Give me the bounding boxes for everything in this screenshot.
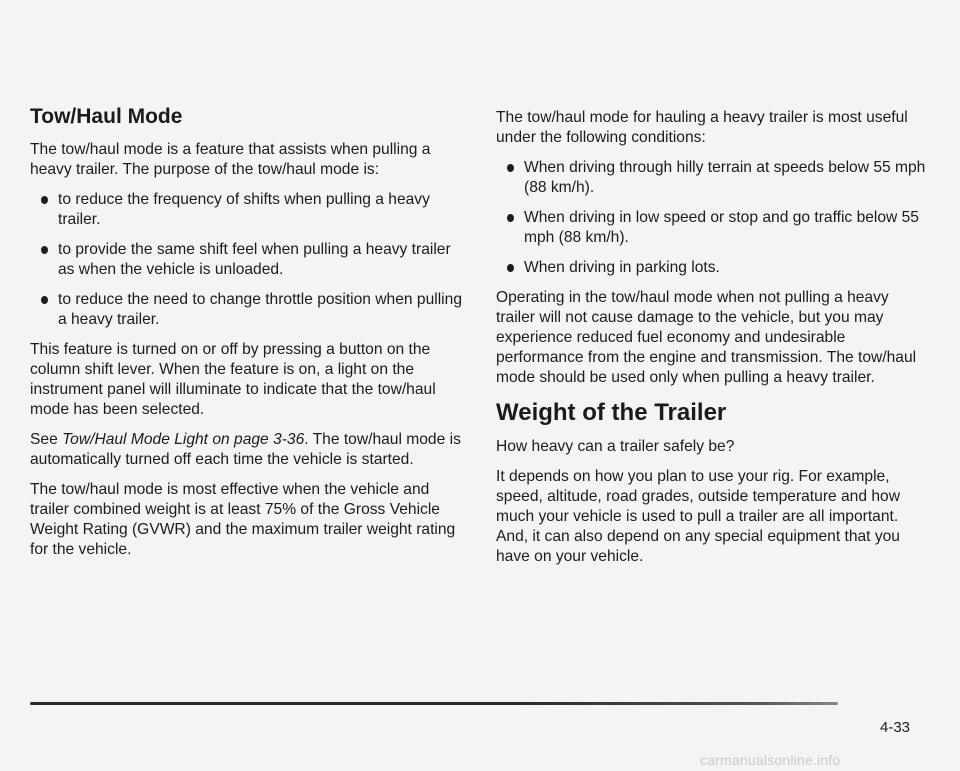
bullet-icon [507,164,514,172]
question-paragraph: How heavy can a trailer safely be? [496,438,735,455]
bullet-icon [41,246,48,254]
bullet-icon [507,214,514,222]
page-number: 4-33 [880,719,911,736]
list-item: When driving through hilly terrain at speeds below 55 mph (88 km/h). [496,158,930,198]
tow-haul-purpose-list [30,190,466,330]
bullet-icon [507,264,514,272]
section-heading-tow-haul-mode: Tow/Haul Mode [30,105,183,128]
list-item: When driving in low speed or stop and go traffic below 55 mph (88 km/h). [496,208,930,248]
left-column [30,104,466,570]
see-reference-paragraph: See Tow/Haul Mode Light on page 3-36. The tow/haul mode is automatically turned off each time the vehicle is started. [30,431,461,468]
footer-rule [30,702,838,705]
watermark: carmanualsonline.info [700,752,841,768]
bullet-icon [41,296,48,304]
depends-paragraph: It depends on how you plan to use your rig. For example, speed, altitude, road grades, outside temperature and how much your vehicle is used to pull a trailer are all important. And, it can also depend on any special equipment that you have on your vehicle. [496,468,900,565]
conditions-list [496,158,930,278]
list-item: When driving in parking lots. [496,258,930,278]
button-paragraph: This feature is turned on or off by pressing a button on the column shift lever. When the feature is on, a light on the instrument panel will illuminate to indicate that the tow/haul mode has been selected. [30,341,436,418]
cross-reference-link[interactable]: Tow/Haul Mode Light on page 3-36 [62,431,305,448]
list-item: to reduce the frequency of shifts when pulling a heavy trailer. [30,190,466,230]
conditions-intro: The tow/haul mode for hauling a heavy trailer is most useful under the following conditions: [496,109,908,146]
effective-paragraph: The tow/haul mode is most effective when the vehicle and trailer combined weight is at least 75% of the Gross Vehicle Weight Rating (GVWR) and the maximum trailer weight rating for the vehicle. [30,481,456,558]
list-item: to provide the same shift feel when pulling a heavy trailer as when the vehicle is unloaded. [30,240,466,280]
operating-paragraph: Operating in the tow/haul mode when not pulling a heavy trailer will not cause damage to the vehicle, but you may experience reduced fuel economy and undesirable performance from the engine and transmission. The tow/haul mode should be used only when pulling a heavy trailer. [496,289,917,386]
tow-haul-intro: The tow/haul mode is a feature that assists when pulling a heavy trailer. The purpose of the tow/haul mode is: [30,141,431,178]
section-heading-weight-of-trailer: Weight of the Trailer [496,399,727,426]
right-column [496,104,930,577]
list-item: to reduce the need to change throttle position when pulling a heavy trailer. [30,290,466,330]
bullet-icon [41,196,48,204]
